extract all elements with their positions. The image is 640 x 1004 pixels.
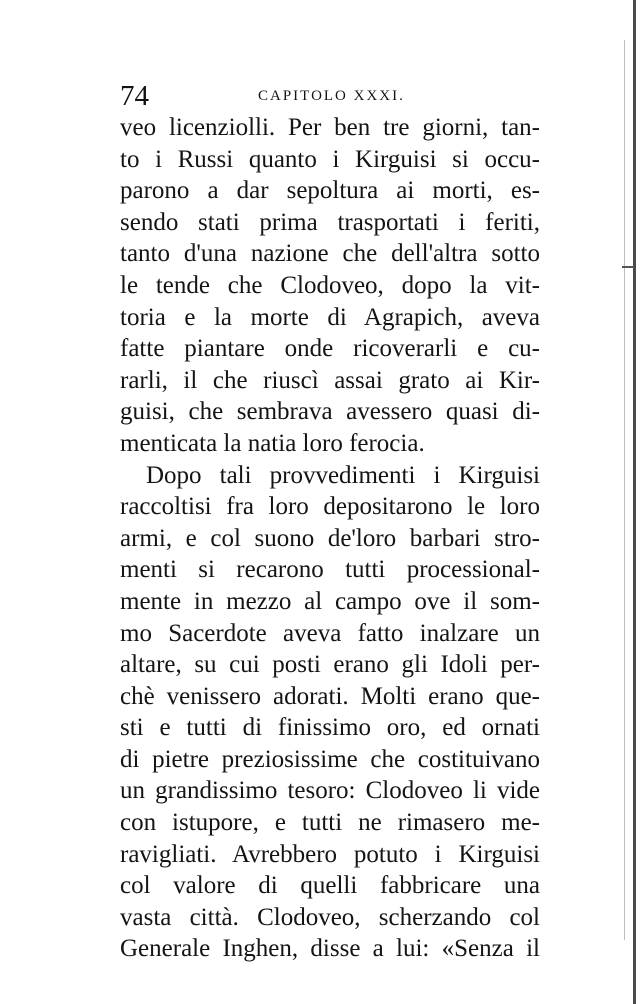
margin-mark (622, 266, 634, 268)
text-line: armi, e col suono de'loro barbari stro- (120, 524, 540, 552)
page-edge (633, 0, 636, 1004)
text-line: un grandissimo tesoro: Clodoveo li vide (120, 777, 540, 805)
paragraph-start-line: Dopo tali provvedimenti i Kirguisi (146, 461, 540, 489)
text-line: fatte piantare onde ricoverarli e cu- (120, 335, 540, 363)
text-line: menti si recarono tutti processional- (120, 556, 540, 584)
text-line: mente in mezzo al campo ove il som- (120, 587, 540, 615)
text-line: mo Sacerdote aveva fatto inalzare un (120, 619, 540, 647)
text-line: chè venissero adorati. Molti erano que- (120, 682, 540, 710)
text-line: to i Russi quanto i Kirguisi si occu- (120, 145, 540, 173)
text-line: rarli, il che riuscì assai grato ai Kir- (120, 366, 540, 394)
text-line: le tende che Clodoveo, dopo la vit- (120, 271, 540, 299)
running-head: CAPITOLO XXXI. (258, 88, 405, 104)
text-line: veo licenziolli. Per ben tre giorni, tan- (120, 114, 540, 141)
text-line: parono a dar sepoltura ai morti, es- (120, 177, 540, 205)
text-line: sti e tutti di finissimo oro, ed ornati (120, 714, 540, 742)
text-line: con istupore, e tutti ne rimasero me- (120, 809, 540, 837)
text-line: sendo stati prima trasportati i feriti, (120, 208, 540, 236)
text-line: toria e la morte di Agrapich, aveva (120, 303, 540, 331)
text-line: ravigliati. Avrebbero potuto i Kirguisi (120, 840, 540, 868)
page-number: 74 (120, 80, 149, 112)
text-line: vasta città. Clodoveo, scherzando col (120, 903, 540, 931)
text-line: Generale Inghen, disse a lui: «Senza il (120, 935, 540, 963)
text-line: di pietre preziosissime che costituivano (120, 745, 540, 773)
page-edge-shadow (624, 40, 625, 940)
text-line: col valore di quelli fabbricare una (120, 872, 540, 900)
text-line: raccoltisi fra loro depositarono le loro (120, 493, 540, 521)
text-line: altare, su cui posti erano gli Idoli per- (120, 651, 540, 679)
text-line: menticata la natia loro ferocia. (120, 429, 425, 457)
text-line: tanto d'una nazione che dell'altra sotto (120, 240, 540, 268)
body-text (120, 112, 540, 965)
text-line: guisi, che sembrava avessero quasi di- (120, 398, 540, 426)
page-header (120, 80, 540, 112)
